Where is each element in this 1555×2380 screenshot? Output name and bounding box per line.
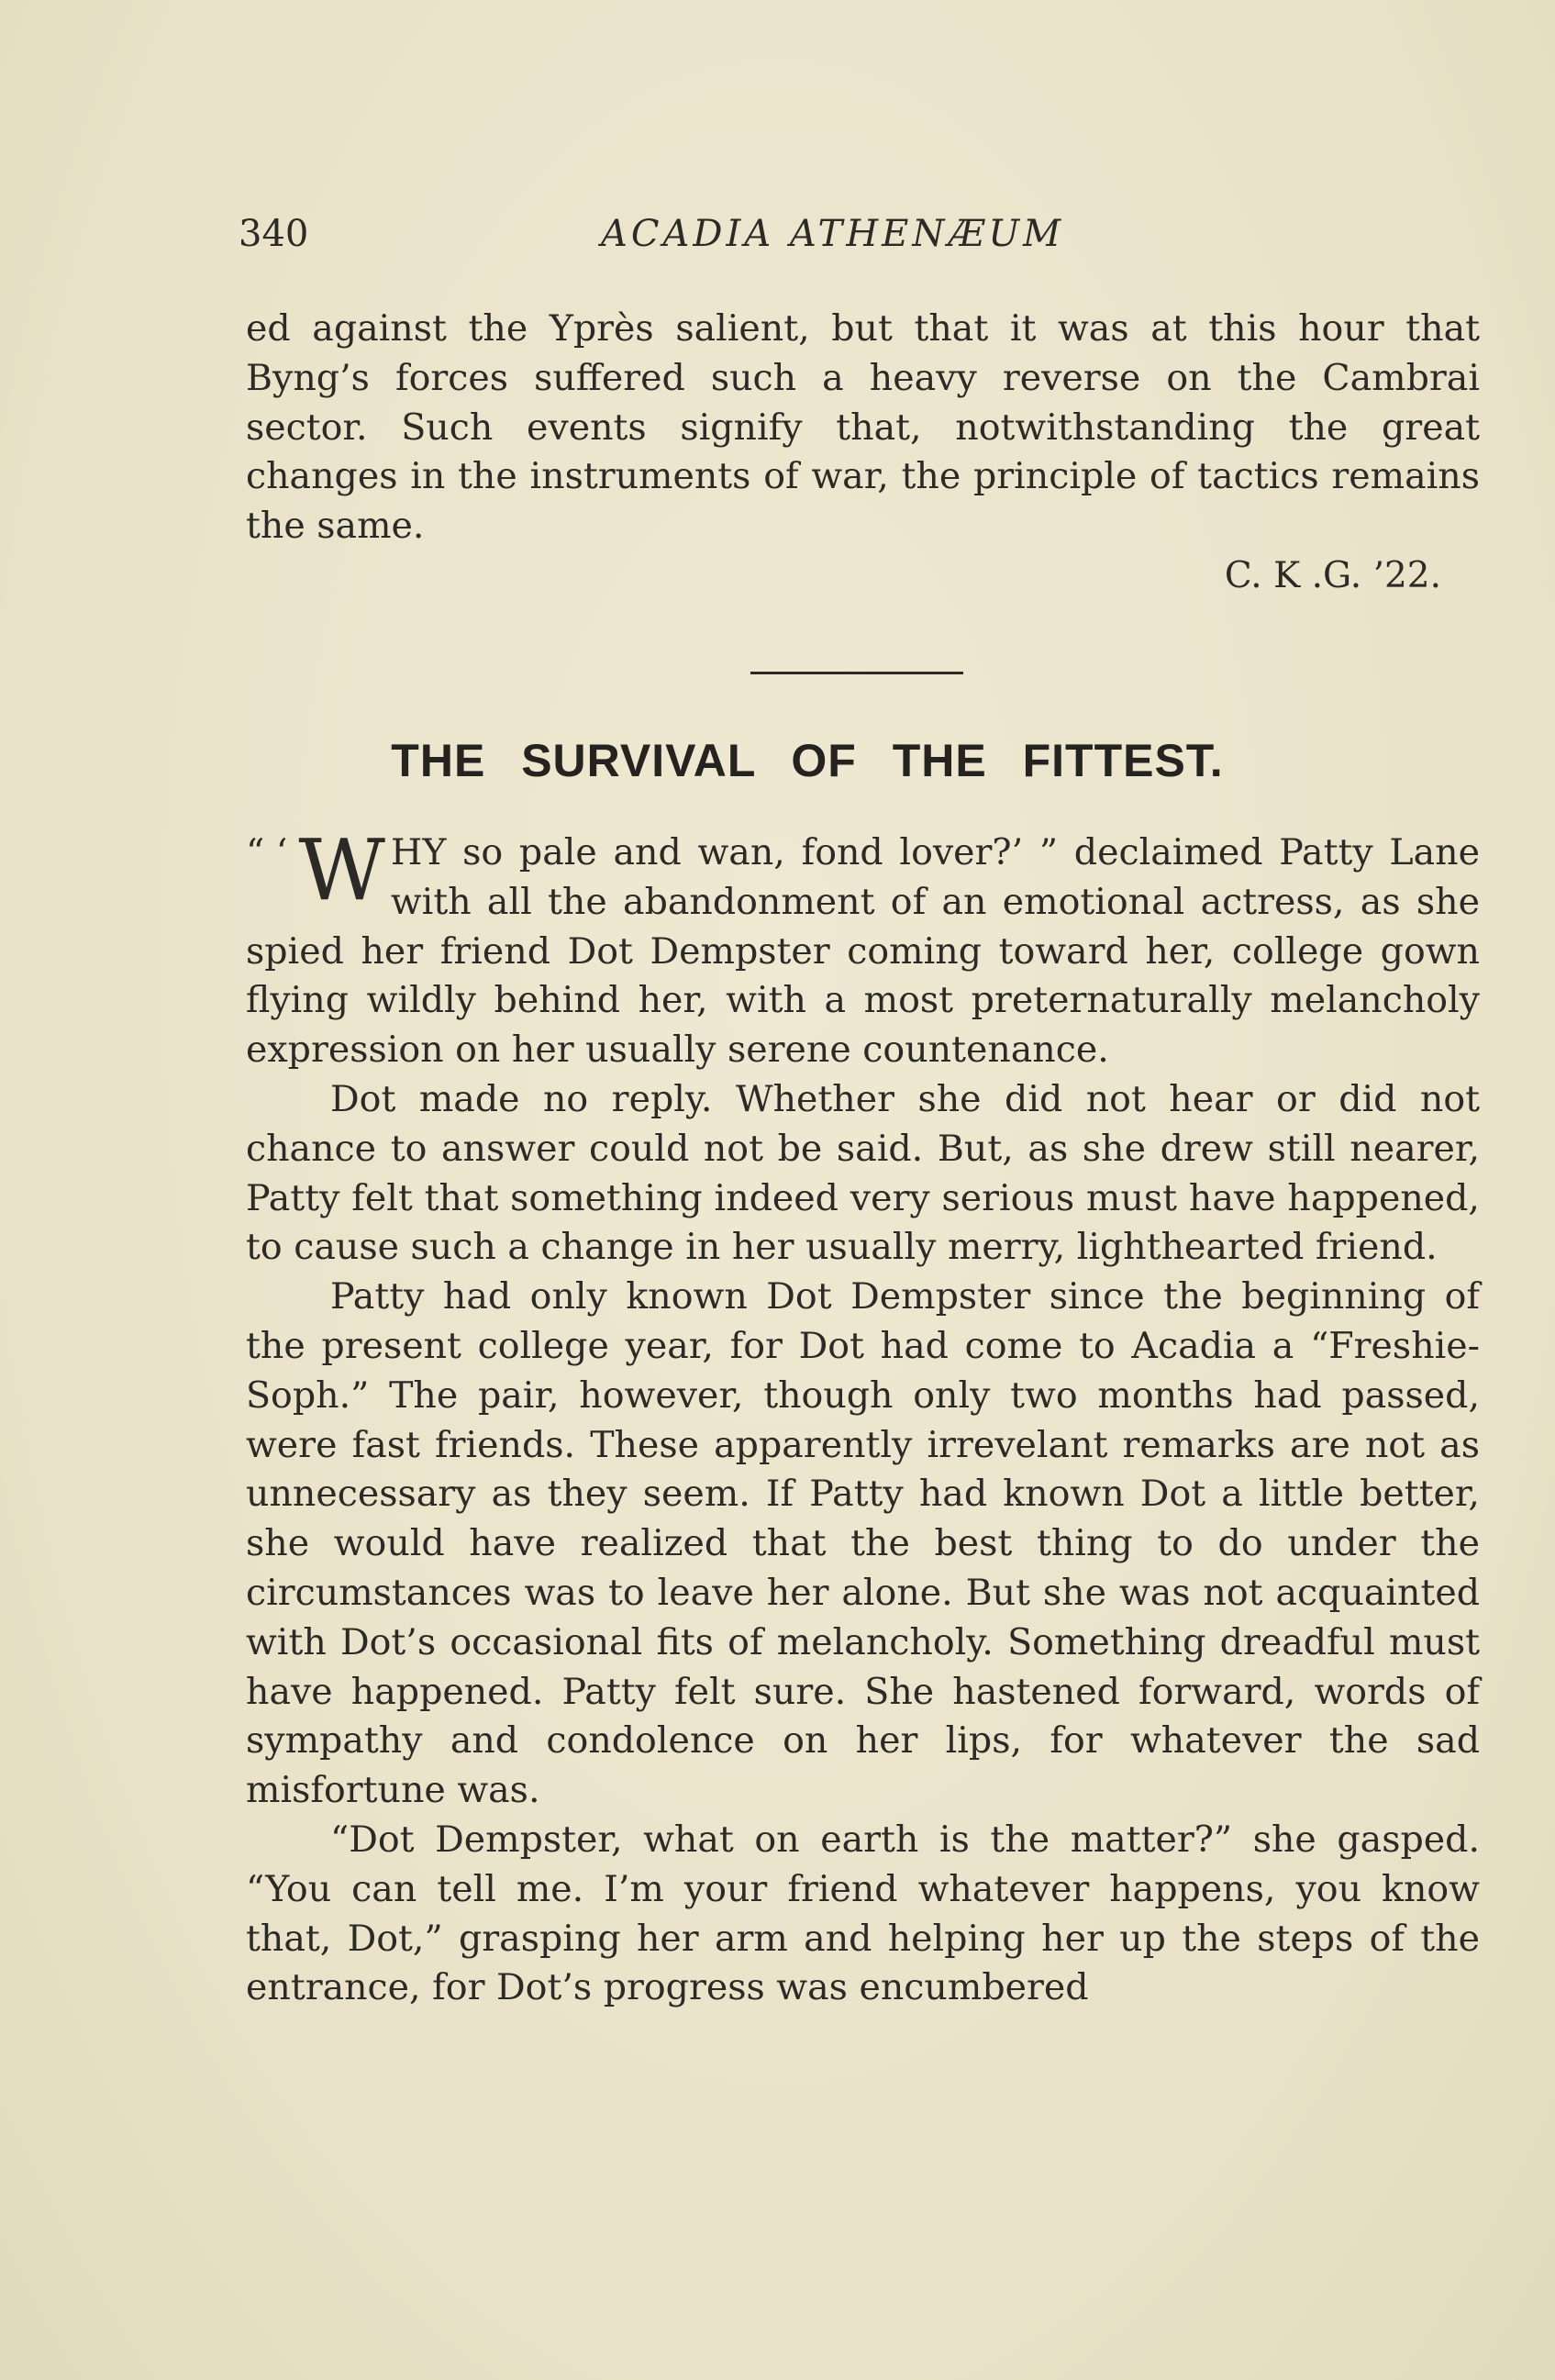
article-body	[246, 821, 1480, 2013]
paragraph-2: Dot made no reply. Whether she did not hear or did not chance to answer could not be said. But, as she drew still nearer, Patty felt that something indeed very serious must have happened, to cause such a change in her usually merry, lighthearted friend.	[246, 1077, 1480, 1269]
previous-article-ending	[246, 305, 1480, 601]
paragraph-4: “Dot Dempster, what on earth is the matter?” she gasped. “You can tell me. I’m your friend whatever happens, you know that, Dot,” grasping her arm and helping her up the steps of the entrance, for Dot’s progress was encumbered	[246, 1818, 1480, 2009]
author-signature: C. K .G. ’22.	[1224, 554, 1441, 596]
running-head: ACADIA ATHENÆUM	[601, 213, 1065, 255]
section-divider	[750, 672, 963, 674]
article-title: THE SURVIVAL OF THE FITTEST.	[391, 735, 1224, 786]
page-number: 340	[239, 213, 309, 255]
page-header	[239, 213, 1147, 268]
opening-quote: “ ‘	[246, 831, 288, 873]
previous-article-text: ed against the Yprès salient, but that it was at this hour that Byng’s forces suffered such a heavy reverse on the Cambrai sector. Such events signify that, notwithstanding the great changes in the instruments of war, the principle of tactics remains the same.	[246, 307, 1480, 548]
first-paragraph-text: HY so pale and wan, fond lover?’ ” declaimed Patty Lane with all the abandonment of an emotional actress, as she spied her friend Dot Dempster coming toward her, college gown flying wildly behind her, with a most preternaturally melancholy expression on her usually serene countenance.	[246, 831, 1480, 1072]
first-paragraph	[246, 821, 1480, 1075]
paragraph-3: Patty had only known Dot Dempster since the beginning of the present college year, for Dot had come to Acadia a “Freshie-Soph.” The pair, however, though only two months had passed, were fast friends. These apparently irrevelant remarks are not as unnecessary as they seem. If Patty had known Dot a little better, she would have realized that the best thing to do under the circumstances was to leave her alone. But she was not acquainted with Dot’s occasional fits of melancholy. Something dreadful must have happened. Patty felt sure. She hastened forward, words of sympathy and condolence on her lips, for whatever the sad misfortune was.	[246, 1275, 1480, 1812]
drop-cap: W	[298, 821, 385, 919]
